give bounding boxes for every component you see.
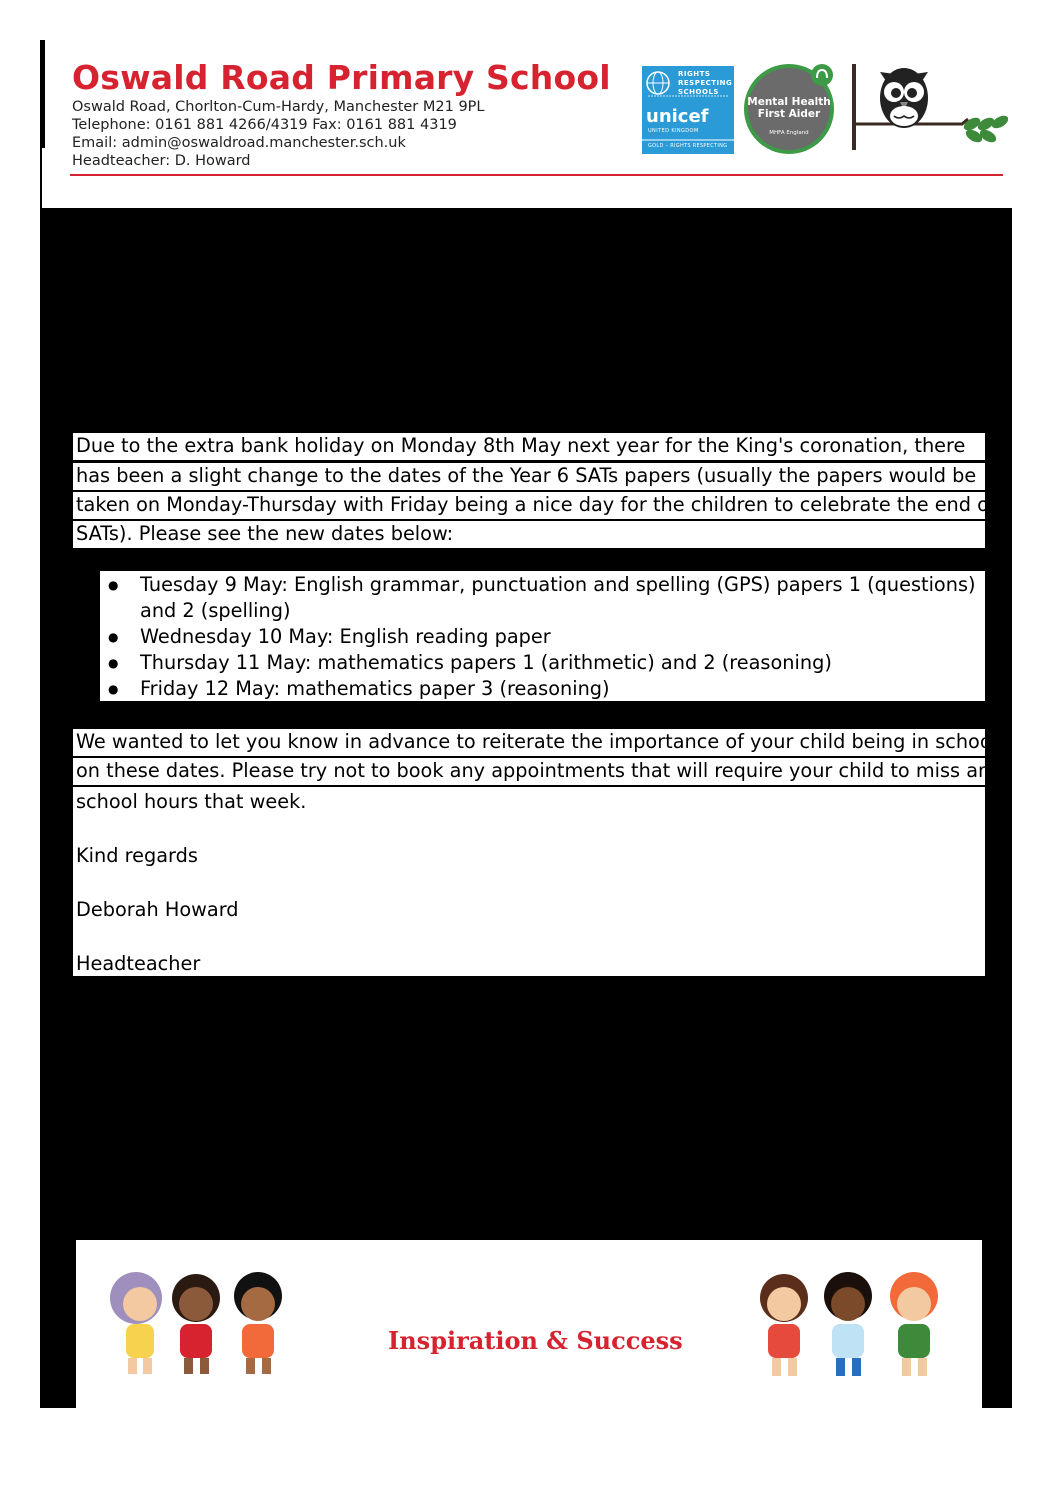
rrs-text-respecting: RESPECTING [678,79,733,87]
intro-line-1: Due to the extra bank holiday on Monday 8th May next year for the King's coronation, there [73,433,985,460]
rrs-text-schools: SCHOOLS [678,88,719,96]
children-cartoon-left [96,1268,312,1384]
owl-on-branch-logo [852,62,1008,152]
advance-line-2: on these dates. Please try not to book any appointments that will require your child to miss any [73,758,985,785]
list-item [100,572,985,624]
bullet-icon: ● [108,682,119,696]
school-address: Oswald Road, Chorlton-Cum-Hardy, Manchester M21 9PL [72,99,485,115]
redacted-area [40,208,1012,1240]
unicef-wordmark: unicef [646,106,709,127]
schedule-item-text: Thursday 11 May: mathematics papers 1 (arithmetic) and 2 (reasoning) [140,651,832,674]
mhfa-org-text: MHFA England [769,130,809,136]
mental-health-first-aider-badge [742,62,836,156]
sats-schedule-list [100,571,985,701]
redacted-area-left [40,1240,76,1408]
bullet-icon: ● [108,578,119,592]
list-item [100,676,985,702]
signatory-name: Deborah Howard [76,898,239,921]
list-item [100,624,985,650]
intro-line-3: taken on Monday-Thursday with Friday being a nice day for the children to celebrate the end of [73,492,985,519]
intro-line-2: has been a slight change to the dates of the Year 6 SATs papers (usually the papers would be [73,463,985,490]
schedule-item-text-cont: and 2 (spelling) [140,599,291,622]
mhfa-text-line2: First Aider [757,108,821,120]
bullet-icon: ● [108,656,119,670]
advance-line-3: school hours that week. [76,790,307,813]
redacted-area-right [982,1240,1012,1408]
unicef-uk-text: UNITED KINGDOM [648,128,699,134]
intro-line-4: SATs). Please see the new dates below: [73,521,985,548]
children-cartoon-right [744,1268,960,1388]
letter-closing [73,787,985,976]
left-margin-rule [40,40,45,148]
schedule-item-text: Tuesday 9 May: English grammar, punctuation and spelling (GPS) papers 1 (questions) [140,573,976,596]
rrs-text-rights: RIGHTS [678,70,711,78]
sign-off: Kind regards [76,844,198,867]
mhfa-text-line1: Mental Health [747,96,831,108]
school-motto: Inspiration & Success [388,1326,683,1355]
signatory-role: Headteacher [76,952,201,975]
bullet-icon: ● [108,630,119,644]
list-item [100,650,985,676]
left-margin-rule-thin [40,148,42,208]
advance-line-1: We wanted to let you know in advance to reiterate the importance of your child being in school [73,729,985,756]
school-headteacher: Headteacher: D. Howard [72,153,251,169]
schedule-item-text: Wednesday 10 May: English reading paper [140,625,551,648]
rights-respecting-schools-logo [642,66,734,154]
header-divider [70,174,1003,176]
school-email: Email: admin@oswaldroad.manchester.sch.uk [72,135,406,151]
rrs-gold-award-text: GOLD – RIGHTS RESPECTING [648,143,728,149]
school-telephone: Telephone: 0161 881 4266/4319 Fax: 0161 881 4319 [72,117,457,133]
schedule-item-text: Friday 12 May: mathematics paper 3 (reasoning) [140,677,610,700]
footer-banner [76,1240,982,1408]
school-name: Oswald Road Primary School [72,58,611,97]
